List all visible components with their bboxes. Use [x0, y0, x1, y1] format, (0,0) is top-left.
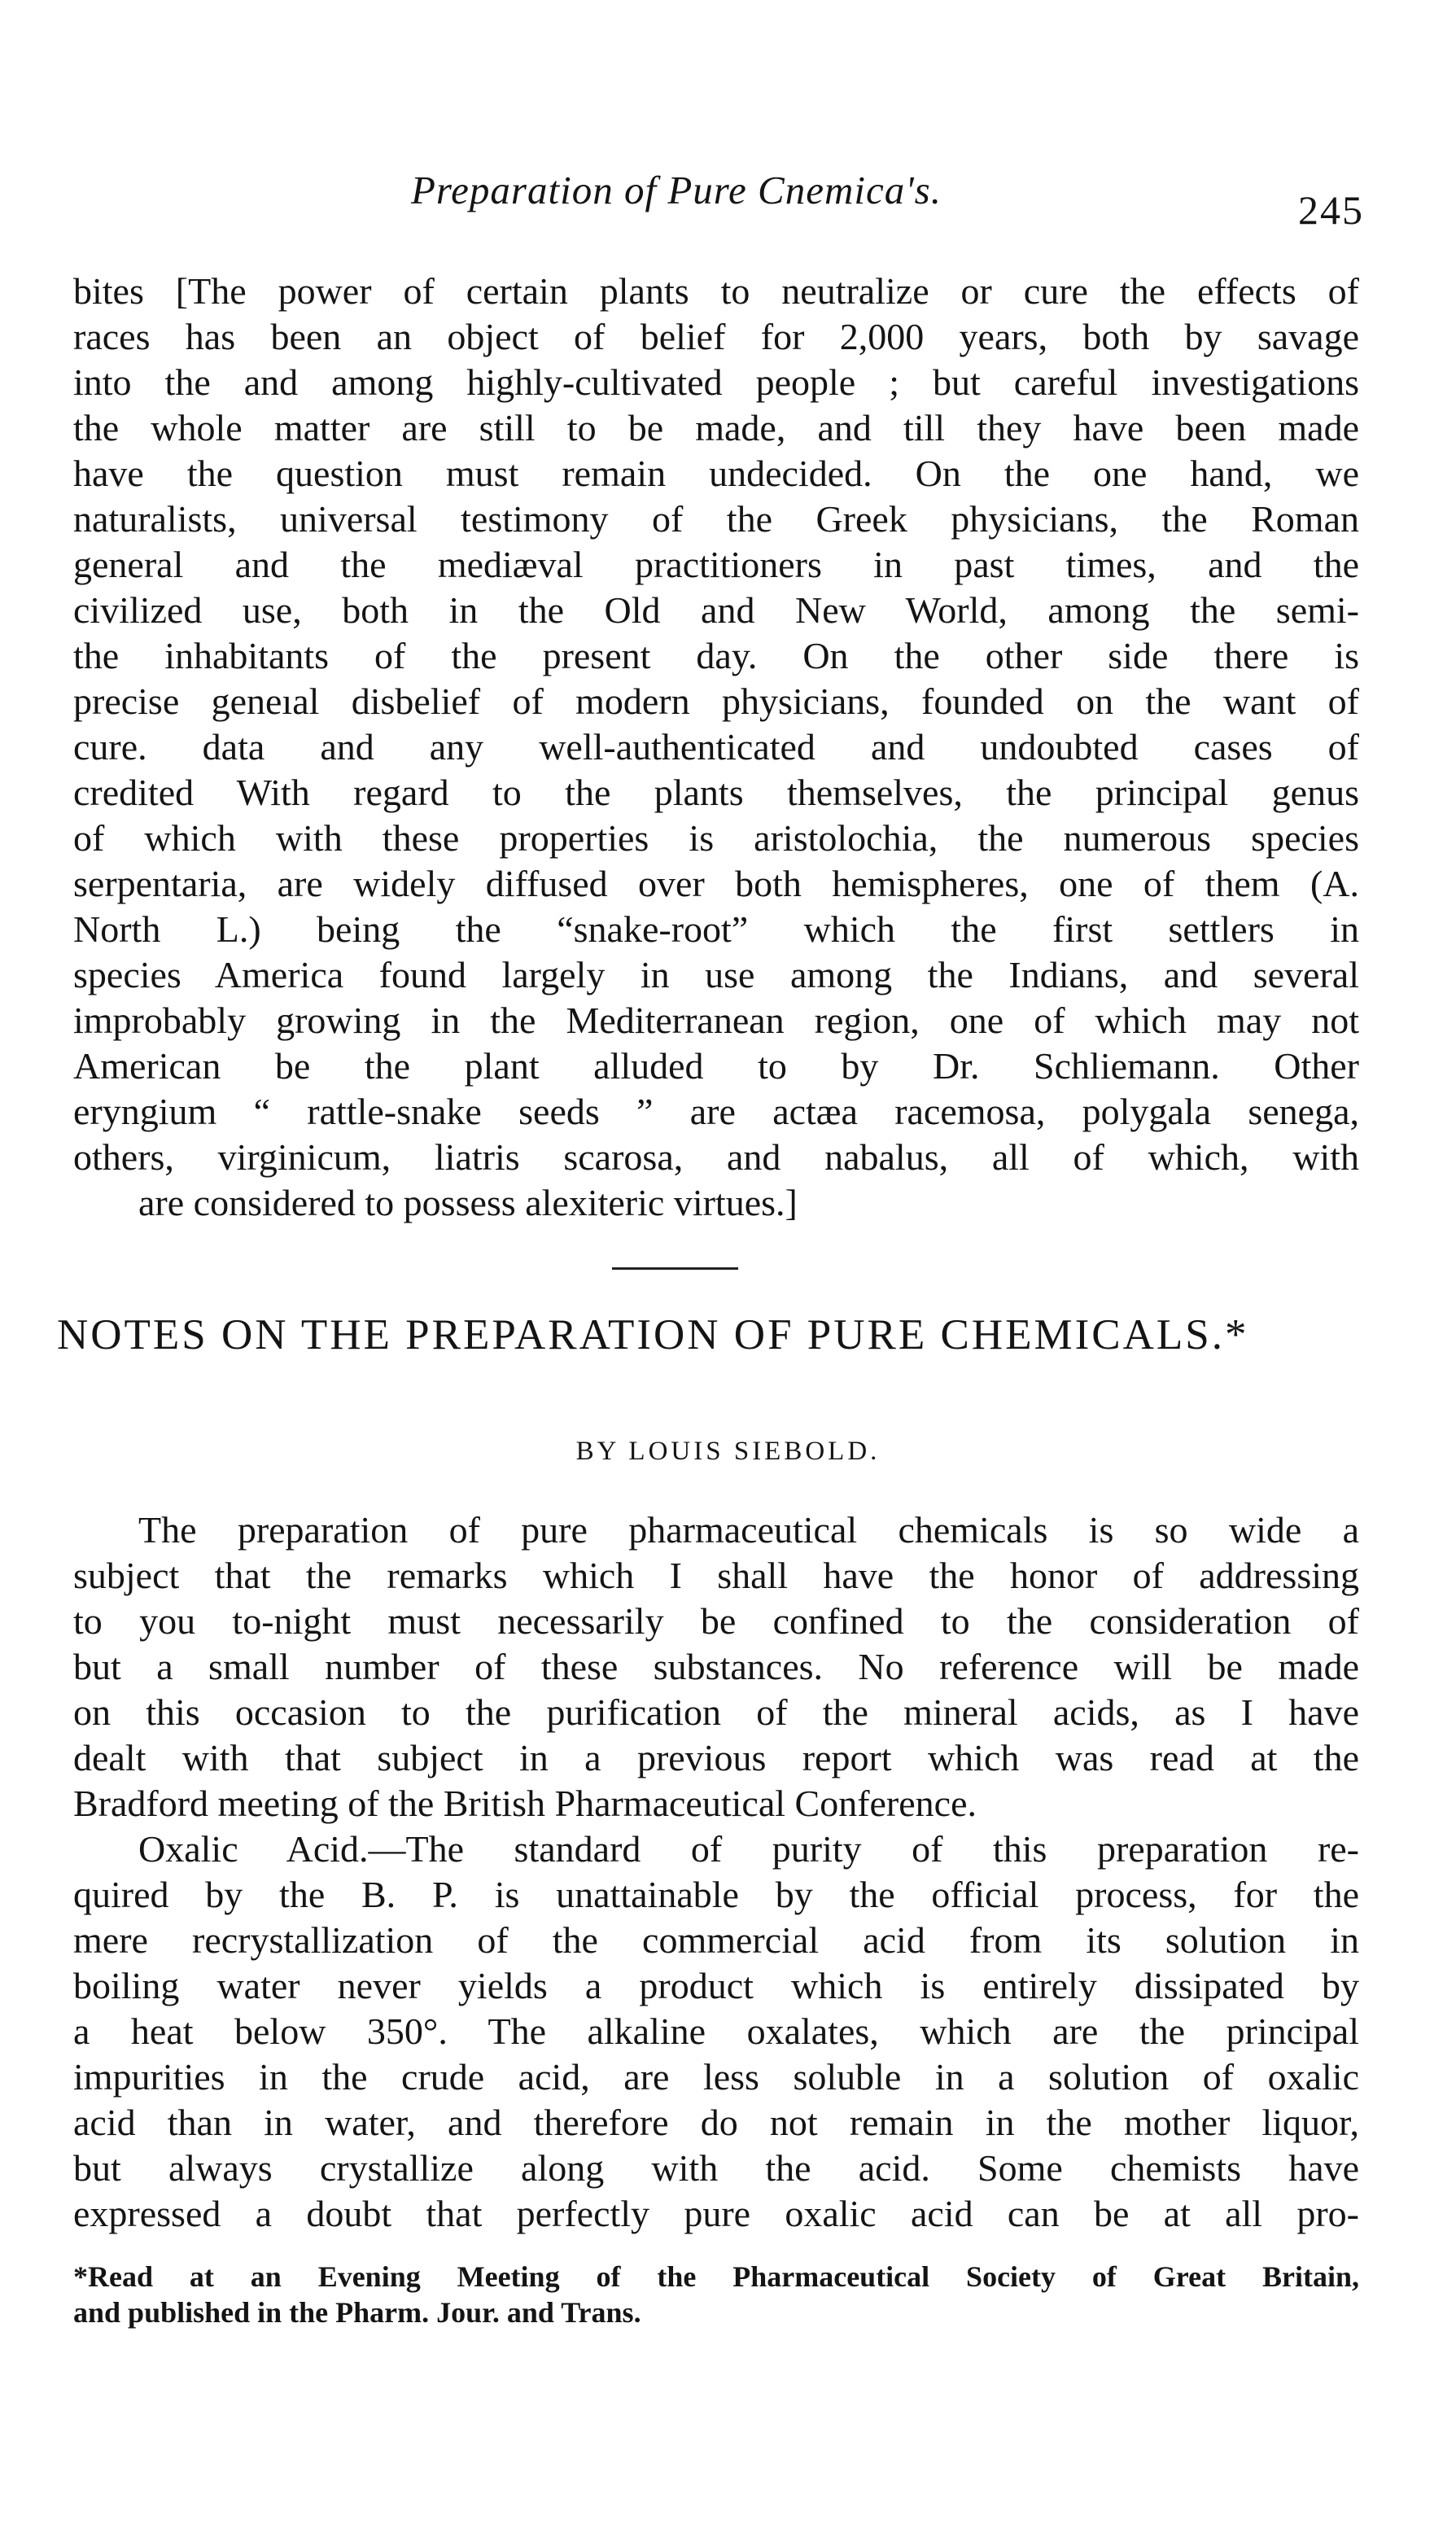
note-line: others, virginicum, liatris scarosa, and nabalus, all of which, with — [73, 1136, 1359, 1178]
body-line: subject that the remarks which I shall have the honor of addressing — [73, 1555, 1359, 1596]
running-title: Preparation of Pure Cnemica's. — [411, 168, 942, 212]
running-head — [0, 167, 1456, 233]
note-line: serpentaria, are widely diffused over both hemispheres, one of them (A. — [73, 863, 1359, 904]
note-line: credited With regard to the plants themselves, the principal genus — [73, 772, 1359, 813]
note-line: races has been an object of belief for 2,000 years, both by savage — [73, 316, 1359, 357]
page-number: 245 — [1298, 187, 1364, 233]
body-line: Bradford meeting of the British Pharmaceutical Conference. — [73, 1783, 977, 1824]
note-line: into the and among highly-cultivated people ; but careful investigations — [73, 361, 1359, 403]
article-title: NOTES ON THE PREPARATION OF PURE CHEMICALS.* — [57, 1311, 1249, 1358]
note-line: naturalists, universal testimony of the Greek physicians, the Roman — [73, 498, 1359, 540]
note-line: precise geneıal disbelief of modern physicians, founded on the want of — [73, 680, 1359, 722]
body-line: but always crystallize along with the acid. Some chemists have — [73, 2147, 1359, 2189]
note-line: improbably growing in the Mediterranean region, one of which may not — [73, 1000, 1359, 1041]
note-line: bites [The power of certain plants to neutralize or cure the effects of — [73, 270, 1359, 312]
body-line: The preparation of pure pharmaceutical chemicals is so wide a — [138, 1509, 1359, 1551]
note-line: cure. data and any well-authenticated and undoubted cases of — [73, 726, 1359, 768]
body-line: to you to-night must necessarily be confined to the consideration of — [73, 1600, 1359, 1642]
note-line: have the question must remain undecided. On the one hand, we — [73, 453, 1359, 494]
body-line: a heat below 350°. The alkaline oxalates, which are the principal — [73, 2010, 1359, 2052]
note-line: American be the plant alluded to by Dr. Schliemann. Other — [73, 1045, 1359, 1087]
body-line: Oxalic Acid.—The standard of purity of this preparation re- — [138, 1828, 1359, 1870]
body-line: impurities in the crude acid, are less soluble in a solution of oxalic — [73, 2056, 1359, 2098]
body-line: boiling water never yields a product which is entirely dissipated by — [73, 1965, 1359, 2006]
body-line: dealt with that subject in a previous report which was read at the — [73, 1737, 1359, 1778]
body-line: mere recrystallization of the commercial acid from its solution in — [73, 1919, 1359, 1961]
note-line: of which with these properties is aristolochia, the numerous species — [73, 817, 1359, 859]
section-divider — [612, 1267, 738, 1270]
body-line: but a small number of these substances. No reference will be made — [73, 1646, 1359, 1687]
body-line: on this occasion to the purification of the mineral acids, as I have — [73, 1691, 1359, 1733]
note-line: the inhabitants of the present day. On the other side there is — [73, 635, 1359, 676]
article-author: BY LOUIS SIEBOLD. — [575, 1437, 881, 1466]
body-line: acid than in water, and therefore do not remain in the mother liquor, — [73, 2102, 1359, 2143]
body-line: quired by the B. P. is unattainable by the official process, for the — [73, 1874, 1359, 1915]
footnote-line: and published in the Pharm. Jour. and Trans. — [73, 2296, 641, 2329]
footnote-line: *Read at an Evening Meeting of the Pharmaceutical Society of Great Britain, — [73, 2260, 1359, 2293]
body-line: expressed a doubt that perfectly pure oxalic acid can be at all pro- — [73, 2193, 1359, 2234]
note-line: civilized use, both in the Old and New World, among the semi- — [73, 589, 1359, 631]
note-line: North L.) being the “snake-root” which the first settlers in — [73, 908, 1359, 950]
note-line: eryngium “ rattle-snake seeds ” are actæa racemosa, polygala senega, — [73, 1091, 1359, 1132]
note-line: are considered to possess alexiteric virtues.] — [138, 1182, 798, 1223]
note-line: species America found largely in use among the Indians, and several — [73, 954, 1359, 995]
note-line: the whole matter are still to be made, and till they have been made — [73, 407, 1359, 448]
note-line: general and the mediæval practitioners in past times, and the — [73, 544, 1359, 585]
